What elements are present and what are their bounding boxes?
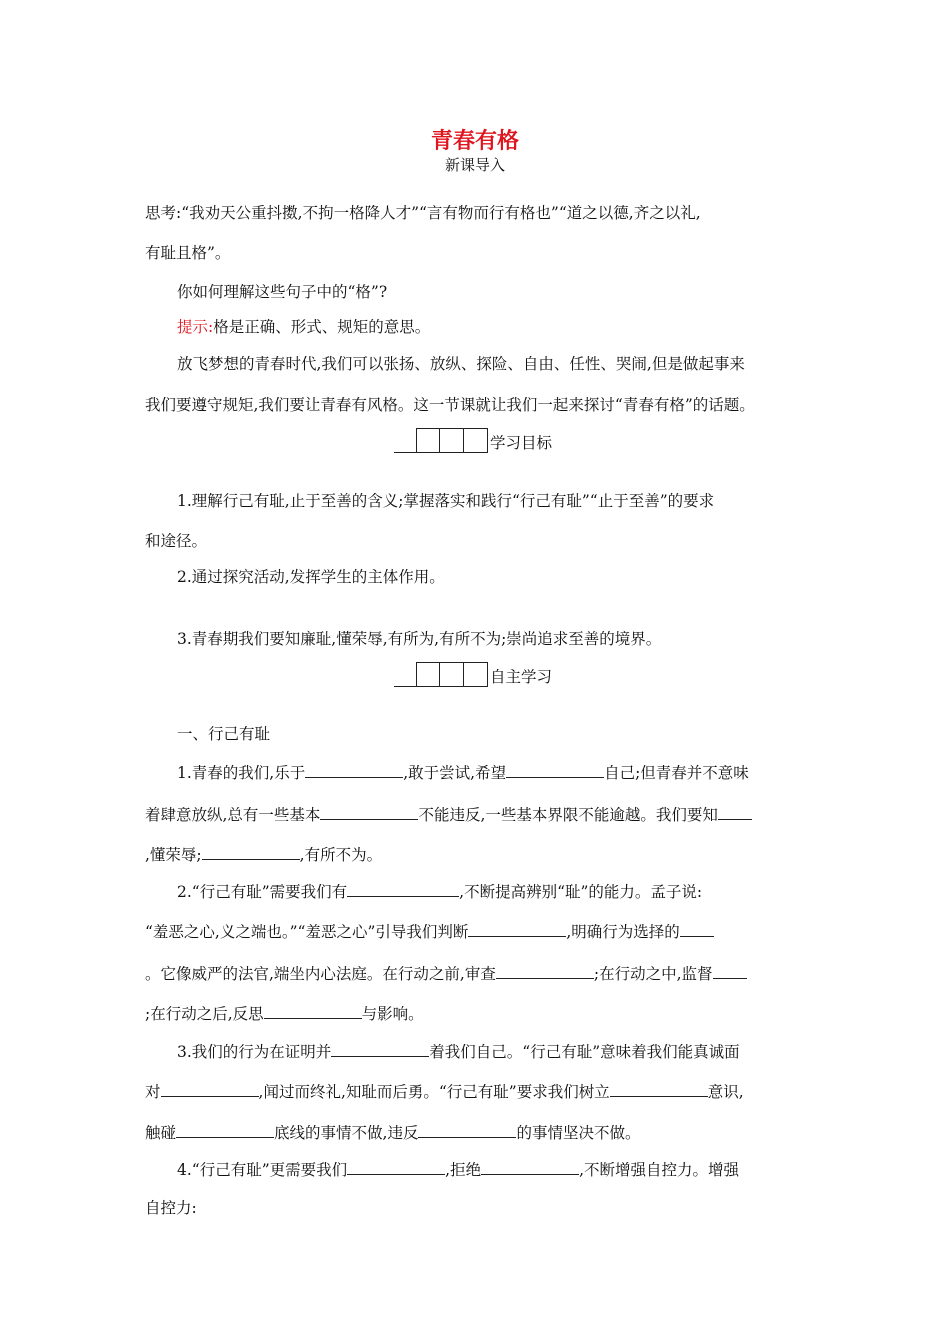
fill-blank[interactable] — [264, 1002, 362, 1019]
q1-text: ,敢于尝试,希望 — [403, 764, 507, 782]
q4-text: ,拒绝 — [445, 1161, 482, 1179]
page-subtitle: 新课导入 — [444, 156, 505, 174]
fill-blank[interactable] — [496, 962, 594, 979]
q3-text: 3.我们的行为在证明并 — [177, 1043, 332, 1061]
q3-text: 着我们自己。“行己有耻”意味着我们能真诚面 — [429, 1043, 740, 1061]
q1-text: ,有所不为。 — [299, 846, 383, 864]
fill-blank[interactable] — [347, 880, 459, 897]
intro-para-line-2: 我们要遵守规矩,我们要让青春有风格。这一节课就让我们一起来探讨“青春有格”的话题。 — [145, 396, 755, 414]
q3-text: 意识, — [707, 1083, 744, 1101]
q3-line-2 — [145, 1080, 744, 1102]
q1-text: 自己;但青春并不意味 — [604, 764, 749, 782]
q4-line-2: 自控力: — [145, 1199, 197, 1217]
q4-line-1 — [177, 1158, 739, 1180]
goal-3: 3.青春期我们要知廉耻,懂荣辱,有所为,有所不为;崇尚追求至善的境界。 — [177, 630, 662, 648]
q1-line-3 — [145, 843, 382, 865]
q2-line-4 — [145, 1002, 424, 1024]
heading-box — [416, 662, 440, 687]
q2-text: “羞恶之心,义之端也。”“羞恶之心”引导我们判断 — [145, 923, 469, 941]
q2-line-2 — [145, 920, 714, 942]
q2-text: 。它像威严的法官,端坐内心法庭。在行动之前,审查 — [145, 965, 496, 983]
fill-blank[interactable] — [331, 1040, 429, 1057]
fill-blank[interactable] — [680, 920, 714, 937]
fill-blank[interactable] — [418, 1121, 516, 1138]
section-1-heading: 一、行己有耻 — [177, 725, 271, 743]
fill-blank[interactable] — [481, 1158, 579, 1175]
heading-box — [440, 428, 464, 453]
question: 你如何理解这些句子中的“格”? — [177, 283, 388, 301]
self-study-heading — [394, 661, 552, 687]
q2-text: 与影响。 — [361, 1005, 424, 1023]
q3-text: 触碰 — [145, 1124, 177, 1142]
page-title: 青春有格 — [430, 128, 519, 154]
q1-line-1 — [177, 761, 749, 783]
q4-text: ,不断增强自控力。增强 — [579, 1161, 740, 1179]
q3-text: 对 — [145, 1083, 161, 1101]
fill-blank[interactable] — [347, 1158, 445, 1175]
fill-blank[interactable] — [506, 761, 604, 778]
q1-text: 着肆意放纵,总有一些基本 — [145, 806, 321, 824]
fill-blank[interactable] — [713, 962, 747, 979]
fill-blank[interactable] — [610, 1080, 708, 1097]
goals-heading — [394, 427, 552, 453]
hint-line — [177, 317, 430, 337]
goal-1-line-1: 1.理解行己有耻,止于至善的含义;掌握落实和践行“行己有耻”“止于至善”的要求 — [177, 492, 715, 510]
hint-label: 提示: — [177, 318, 214, 336]
q2-text: ;在行动之中,监督 — [593, 965, 713, 983]
fill-blank[interactable] — [718, 803, 752, 820]
q1-text: ,懂荣辱; — [145, 846, 202, 864]
goal-1-line-2: 和途径。 — [145, 532, 208, 550]
goals-heading-label: 学习目标 — [490, 434, 553, 452]
goal-2: 2.通过探究活动,发挥学生的主体作用。 — [177, 568, 445, 586]
heading-box — [440, 662, 464, 687]
q3-line-1 — [177, 1040, 740, 1062]
q4-text: 4.“行己有耻”更需要我们 — [177, 1161, 348, 1179]
q2-line-3 — [145, 962, 747, 984]
q2-line-1 — [177, 880, 702, 902]
q1-text: 1.青春的我们,乐于 — [177, 764, 306, 782]
hint-text: 格是正确、形式、规矩的意思。 — [213, 318, 431, 336]
heading-rule — [394, 427, 416, 453]
fill-blank[interactable] — [202, 843, 300, 860]
q3-text: 底线的事情不做,违反 — [274, 1124, 419, 1142]
fill-blank[interactable] — [176, 1121, 274, 1138]
heading-box — [464, 428, 488, 453]
fill-blank[interactable] — [305, 761, 403, 778]
think-line-2: 有耻且格”。 — [145, 244, 231, 262]
intro-para-line-1: 放飞梦想的青春时代,我们可以张扬、放纵、探险、自由、任性、哭闹,但是做起事来 — [177, 355, 745, 373]
q3-line-3 — [145, 1121, 640, 1143]
q3-text: ,闻过而终礼,知耻而后勇。“行己有耻”要求我们树立 — [258, 1083, 610, 1101]
think-line-1: 思考:“我劝天公重抖擞,不拘一格降人才”“言有物而行有格也”“道之以德,齐之以礼, — [145, 204, 701, 222]
q1-text: 不能违反,一些基本界限不能逾越。我们要知 — [418, 806, 718, 824]
fill-blank[interactable] — [468, 920, 566, 937]
q2-text: 2.“行己有耻”需要我们有 — [177, 883, 348, 901]
fill-blank[interactable] — [320, 803, 418, 820]
self-study-heading-label: 自主学习 — [490, 668, 553, 686]
q3-text: 的事情坚决不做。 — [516, 1124, 641, 1142]
q2-text: ,明确行为选择的 — [566, 923, 680, 941]
heading-box — [416, 428, 440, 453]
q2-text: ,不断提高辨别“耻”的能力。孟子说: — [459, 883, 703, 901]
heading-rule — [394, 661, 416, 687]
heading-box — [464, 662, 488, 687]
fill-blank[interactable] — [161, 1080, 259, 1097]
q2-text: ;在行动之后,反思 — [145, 1005, 264, 1023]
q1-line-2 — [145, 803, 752, 825]
